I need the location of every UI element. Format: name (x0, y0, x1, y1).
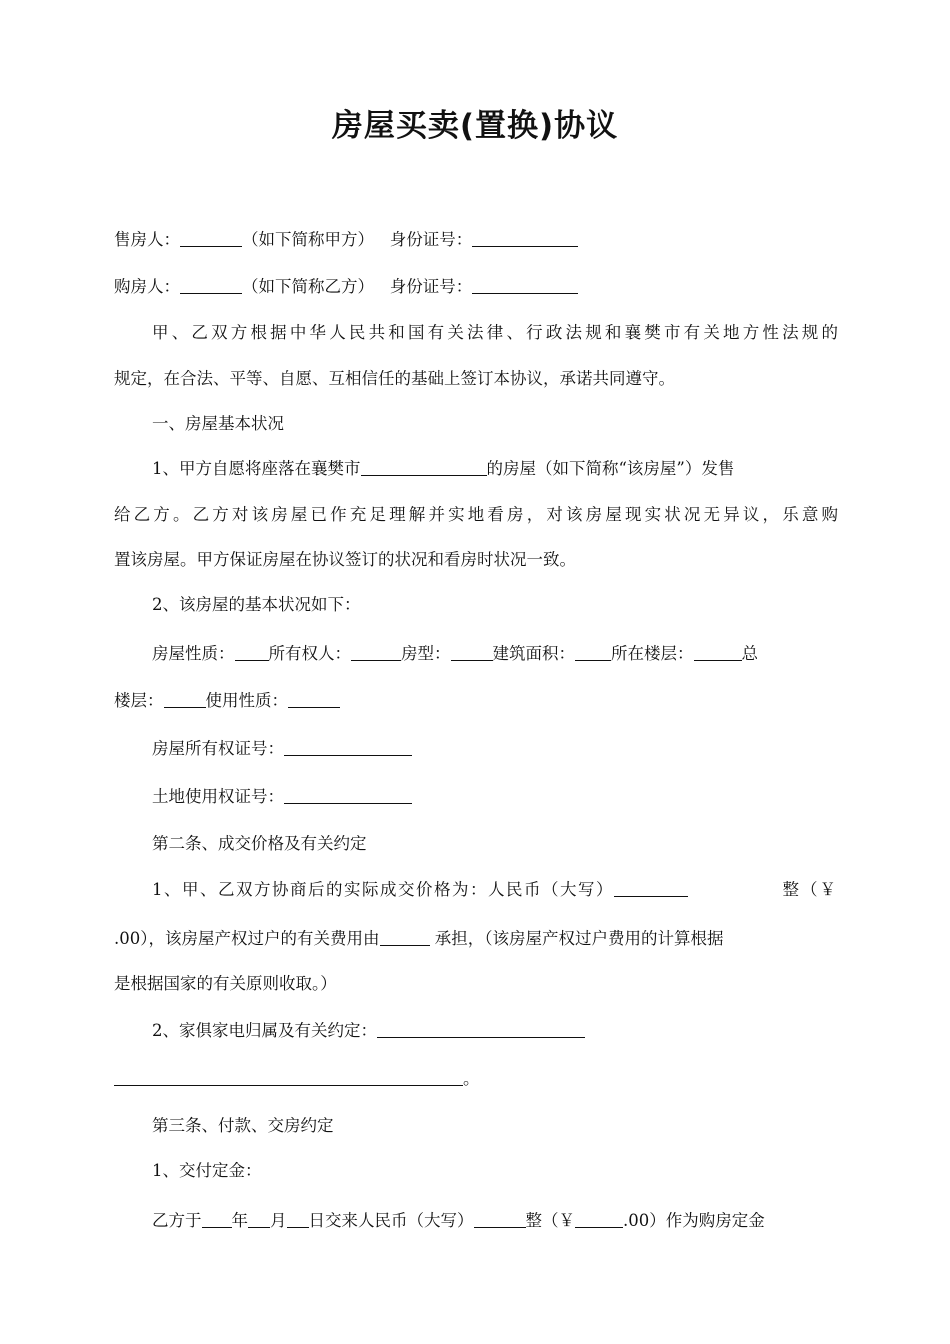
deposit-text-b: 日交来人民币（大写） (308, 1211, 474, 1230)
deposit-year-blank (202, 1211, 232, 1228)
fee-payer-blank (380, 929, 430, 946)
area-label: 建筑面积： (492, 644, 575, 663)
section-3-heading: 第三条、付款、交房约定 (152, 1116, 334, 1135)
buyer-id-blank (472, 277, 578, 294)
seller-alias: （如下简称甲方） (242, 230, 374, 249)
property-info-line-1 (152, 643, 838, 665)
usage-label: 使用性质： (205, 691, 288, 710)
buyer-label: 购房人： (114, 277, 180, 296)
seller-line (114, 229, 838, 251)
clause-1-line-3: 置该房屋。甲方保证房屋在协议签订的状况和看房时状况一致。 (114, 550, 576, 569)
furniture-blank-1 (377, 1021, 585, 1038)
total-floors-label: 楼层： (114, 691, 164, 710)
land-cert-line (152, 786, 838, 808)
deposit-year-label: 年 (231, 1211, 248, 1230)
price-text-b: 整（￥ (782, 880, 838, 899)
buyer-name-blank (180, 277, 242, 294)
deposit-heading: 1、交付定金： (152, 1161, 262, 1180)
layout-label: 房型： (401, 644, 451, 663)
clause-1-line-2: 给乙方。乙方对该房屋已作充足理解并实地看房，对该房屋现实状况无异议，乐意购 (114, 505, 838, 524)
buyer-id-label: 身份证号： (389, 277, 473, 296)
owner-label: 所有权人： (268, 644, 351, 663)
price-words-blank (614, 880, 688, 897)
area-blank (575, 644, 611, 661)
deposit-amount-words-blank (474, 1211, 526, 1228)
ownership-cert-label: 房屋所有权证号： (152, 739, 284, 758)
deposit-day-blank (287, 1211, 309, 1228)
section-2-heading: 第二条、成交价格及有关约定 (152, 834, 367, 853)
price-text-c: .00），该房屋产权过户的有关费用由 (114, 929, 380, 948)
furniture-line-1 (152, 1020, 838, 1042)
deposit-amount-blank (575, 1211, 623, 1228)
price-line-2 (114, 928, 838, 950)
property-nature-label: 房屋性质： (152, 644, 235, 663)
furniture-end: 。 (463, 1069, 480, 1088)
deposit-month-label: 月 (270, 1211, 287, 1230)
location-blank (361, 459, 487, 476)
document-title: 房屋买卖(置换)协议 (331, 108, 619, 144)
clause-1-text-a: 1、甲方自愿将座落在襄樊市 (152, 459, 361, 478)
owner-blank (351, 644, 401, 661)
clause-2-heading: 2、该房屋的基本状况如下： (152, 595, 361, 614)
preamble-line-2: 规定，在合法、平等、自愿、互相信任的基础上签订本协议，承诺共同遵守。 (114, 369, 675, 388)
total-floors-blank (164, 691, 206, 708)
ownership-cert-blank (284, 739, 412, 756)
total-label-start: 总 (741, 644, 758, 663)
price-line-3: 是根据国家的有关原则收取。） (114, 974, 337, 993)
price-text-a: 1、甲、乙双方协商后的实际成交价格为：人民币（大写） (152, 880, 614, 899)
furniture-line-2 (114, 1068, 838, 1090)
usage-blank (288, 691, 340, 708)
seller-id-label: 身份证号： (389, 230, 473, 249)
seller-name-blank (180, 230, 242, 247)
price-text-d: 承担，（该房屋产权过户费用的计算根据 (434, 929, 724, 948)
price-line-1 (152, 879, 838, 901)
property-nature-blank (235, 644, 269, 661)
land-cert-label: 土地使用权证号： (152, 787, 284, 806)
deposit-text-a: 乙方于 (152, 1211, 202, 1230)
land-cert-blank (284, 787, 412, 804)
deposit-text-c: 整（￥ (525, 1211, 575, 1230)
floor-blank (694, 644, 742, 661)
seller-label: 售房人： (114, 230, 180, 249)
layout-blank (451, 644, 493, 661)
preamble-line-1: 甲、乙双方根据中华人民共和国有关法律、行政法规和襄樊市有关地方性法规的 (152, 323, 838, 342)
buyer-line (114, 276, 838, 298)
buyer-alias: （如下简称乙方） (242, 277, 374, 296)
section-1-heading: 一、房屋基本状况 (152, 414, 284, 433)
deposit-month-blank (248, 1211, 270, 1228)
seller-id-blank (472, 230, 578, 247)
clause-1-line-1 (152, 458, 838, 480)
ownership-cert-line (152, 738, 838, 760)
deposit-text-d: .00）作为购房定金 (623, 1211, 765, 1230)
property-info-line-2 (114, 690, 838, 712)
furniture-label: 2、家俱家电归属及有关约定： (152, 1021, 377, 1040)
clause-1-text-b: 的房屋（如下简称“该房屋”）发售 (486, 459, 735, 478)
deposit-line (152, 1210, 838, 1232)
floor-label: 所在楼层： (611, 644, 694, 663)
furniture-blank-2 (114, 1069, 463, 1086)
